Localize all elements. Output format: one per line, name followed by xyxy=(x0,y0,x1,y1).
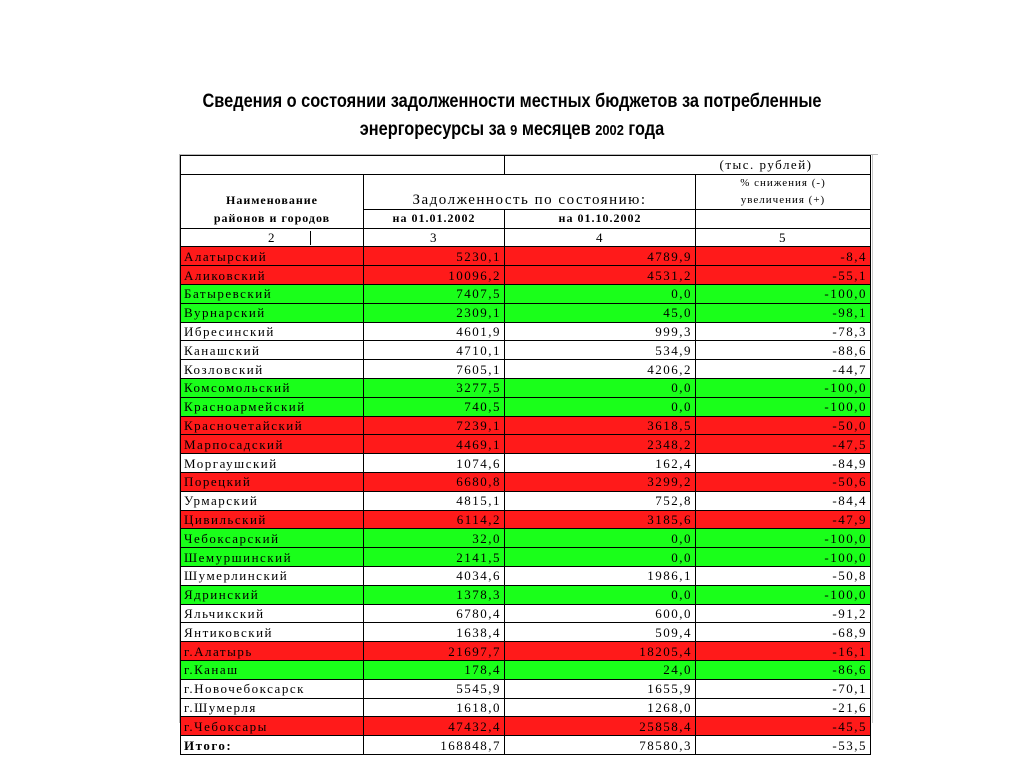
table-row xyxy=(181,472,871,491)
change-percent: -47,9 xyxy=(696,510,871,529)
district-name: г.Канаш xyxy=(181,660,364,679)
change-percent: -21,6 xyxy=(696,698,871,717)
debt-2002-01-01: 5545,9 xyxy=(364,679,505,698)
table-row xyxy=(181,491,871,510)
debt-2002-10-01: 3185,6 xyxy=(505,510,696,529)
debt-2002-10-01: 18205,4 xyxy=(505,642,696,661)
change-percent: -78,3 xyxy=(696,322,871,341)
table-row xyxy=(181,341,871,360)
debt-table xyxy=(180,155,871,755)
index-divider xyxy=(310,231,311,245)
table-row xyxy=(181,698,871,717)
debt-2002-01-01: 1638,4 xyxy=(364,623,505,642)
table-row xyxy=(181,360,871,379)
debt-2002-01-01: 7239,1 xyxy=(364,416,505,435)
district-name: Алатырский xyxy=(181,247,364,266)
debt-2002-10-01: 3299,2 xyxy=(505,472,696,491)
district-name: г.Чебоксары xyxy=(181,717,364,736)
title-part-e: года xyxy=(623,119,665,140)
debt-2002-10-01: 0,0 xyxy=(505,284,696,303)
change-percent: -68,9 xyxy=(696,623,871,642)
district-name: г.Шумерля xyxy=(181,698,364,717)
debt-2002-01-01: 10096,2 xyxy=(364,266,505,285)
table-body xyxy=(181,247,871,736)
table-row xyxy=(181,284,871,303)
page-title xyxy=(72,88,953,145)
total-value-2002-10: 78580,3 xyxy=(505,736,696,755)
debt-2002-01-01: 3277,5 xyxy=(364,378,505,397)
table-row xyxy=(181,303,871,322)
title-part-c: месяцев xyxy=(517,119,596,140)
change-percent: -50,0 xyxy=(696,416,871,435)
change-percent: -100,0 xyxy=(696,378,871,397)
district-name: Порецкий xyxy=(181,472,364,491)
index-col-5: 5 xyxy=(696,228,871,247)
header-blank-cell xyxy=(181,156,505,175)
index-col-4: 4 xyxy=(505,228,696,247)
change-percent: -86,6 xyxy=(696,660,871,679)
table-row xyxy=(181,378,871,397)
district-name: г.Алатырь xyxy=(181,642,364,661)
district-name: Батыревский xyxy=(181,284,364,303)
table-row xyxy=(181,585,871,604)
table-row xyxy=(181,435,871,454)
total-value-2002-01: 168848,7 xyxy=(364,736,505,755)
change-percent: -100,0 xyxy=(696,397,871,416)
debt-2002-01-01: 1074,6 xyxy=(364,454,505,473)
district-name: Марпосадский xyxy=(181,435,364,454)
change-header-blank xyxy=(696,209,871,228)
title-part-b: 9 xyxy=(510,122,518,139)
change-percent: -16,1 xyxy=(696,642,871,661)
change-percent: -84,9 xyxy=(696,454,871,473)
total-label: Итого: xyxy=(181,736,364,755)
change-percent: -91,2 xyxy=(696,604,871,623)
debt-2002-01-01: 21697,7 xyxy=(364,642,505,661)
table-row xyxy=(181,529,871,548)
district-name: Аликовский xyxy=(181,266,364,285)
district-name: Чебоксарский xyxy=(181,529,364,548)
change-percent: -50,8 xyxy=(696,566,871,585)
change-percent: -98,1 xyxy=(696,303,871,322)
change-percent: -47,5 xyxy=(696,435,871,454)
debt-2002-01-01: 740,5 xyxy=(364,397,505,416)
table-row xyxy=(181,548,871,567)
debt-2002-01-01: 2309,1 xyxy=(364,303,505,322)
debt-2002-01-01: 4601,9 xyxy=(364,322,505,341)
debt-2002-01-01: 6114,2 xyxy=(364,510,505,529)
debt-2002-10-01: 3618,5 xyxy=(505,416,696,435)
district-name: Вурнарский xyxy=(181,303,364,322)
debt-2002-10-01: 162,4 xyxy=(505,454,696,473)
table-row xyxy=(181,679,871,698)
debt-2002-01-01: 5230,1 xyxy=(364,247,505,266)
table-row xyxy=(181,642,871,661)
change-percent: -100,0 xyxy=(696,529,871,548)
debt-2002-10-01: 0,0 xyxy=(505,378,696,397)
table-row xyxy=(181,454,871,473)
change-percent: -84,4 xyxy=(696,491,871,510)
debt-2002-01-01: 7605,1 xyxy=(364,360,505,379)
debt-2002-01-01: 32,0 xyxy=(364,529,505,548)
title-line-1: Сведения о состоянии задолженности местных бюджетов за потребленные xyxy=(202,91,822,112)
district-name: Шумерлинский xyxy=(181,566,364,585)
header-name-line-1: Наименование xyxy=(181,174,364,209)
district-name: Ядринский xyxy=(181,585,364,604)
district-name: Шемуршинский xyxy=(181,548,364,567)
date-1-header: на 01.01.2002 xyxy=(364,209,505,228)
title-part-a: энергоресурсы за xyxy=(359,119,511,140)
debt-2002-10-01: 25858,4 xyxy=(505,717,696,736)
district-name: Урмарский xyxy=(181,491,364,510)
district-name: Красноармейский xyxy=(181,397,364,416)
change-percent: -100,0 xyxy=(696,548,871,567)
debt-2002-10-01: 534,9 xyxy=(505,341,696,360)
change-percent: -88,6 xyxy=(696,341,871,360)
debt-2002-01-01: 1618,0 xyxy=(364,698,505,717)
debt-2002-10-01: 0,0 xyxy=(505,548,696,567)
debt-2002-10-01: 0,0 xyxy=(505,529,696,548)
total-change-percent: -53,5 xyxy=(696,736,871,755)
table-row xyxy=(181,397,871,416)
debt-2002-01-01: 4034,6 xyxy=(364,566,505,585)
debt-2002-10-01: 24,0 xyxy=(505,660,696,679)
table-row xyxy=(181,416,871,435)
title-line-2 xyxy=(72,116,953,145)
table-row xyxy=(181,510,871,529)
table-row xyxy=(181,623,871,642)
change-percent: -100,0 xyxy=(696,585,871,604)
table-row xyxy=(181,266,871,285)
debt-2002-01-01: 1378,3 xyxy=(364,585,505,604)
district-name: г.Новочебоксарск xyxy=(181,679,364,698)
table-row xyxy=(181,604,871,623)
table-row xyxy=(181,247,871,266)
district-name: Ибресинский xyxy=(181,322,364,341)
index-col-3: 3 xyxy=(364,228,505,247)
debt-2002-10-01: 999,3 xyxy=(505,322,696,341)
debt-2002-01-01: 4469,1 xyxy=(364,435,505,454)
debt-2002-10-01: 4789,9 xyxy=(505,247,696,266)
debt-2002-10-01: 45,0 xyxy=(505,303,696,322)
district-name: Цивильский xyxy=(181,510,364,529)
district-name: Янтиковский xyxy=(181,623,364,642)
debt-2002-10-01: 4206,2 xyxy=(505,360,696,379)
debt-2002-01-01: 4815,1 xyxy=(364,491,505,510)
debt-2002-10-01: 600,0 xyxy=(505,604,696,623)
index-col-2 xyxy=(181,228,364,247)
table-row xyxy=(181,660,871,679)
debt-2002-01-01: 2141,5 xyxy=(364,548,505,567)
debt-2002-10-01: 2348,2 xyxy=(505,435,696,454)
change-header xyxy=(696,174,871,209)
change-percent: -8,4 xyxy=(696,247,871,266)
district-name: Яльчикский xyxy=(181,604,364,623)
total-row xyxy=(181,736,871,755)
unit-label: (тыс. рублей) xyxy=(505,156,871,175)
change-percent: -100,0 xyxy=(696,284,871,303)
debt-2002-10-01: 1655,9 xyxy=(505,679,696,698)
debt-2002-01-01: 6780,4 xyxy=(364,604,505,623)
district-name: Канашский xyxy=(181,341,364,360)
debt-2002-01-01: 47432,4 xyxy=(364,717,505,736)
change-percent: -70,1 xyxy=(696,679,871,698)
district-name: Моргаушский xyxy=(181,454,364,473)
debt-2002-10-01: 4531,2 xyxy=(505,266,696,285)
change-percent: -44,7 xyxy=(696,360,871,379)
change-percent: -50,6 xyxy=(696,472,871,491)
change-header-line-2: увеличения (+) xyxy=(740,193,826,206)
change-header-line-1: % снижения (-) xyxy=(740,176,826,189)
debt-2002-10-01: 509,4 xyxy=(505,623,696,642)
debt-title: Задолженность по состоянию: xyxy=(364,174,696,209)
table-row xyxy=(181,322,871,341)
debt-2002-10-01: 752,8 xyxy=(505,491,696,510)
debt-2002-10-01: 1986,1 xyxy=(505,566,696,585)
change-percent: -55,1 xyxy=(696,266,871,285)
date-2-header: на 01.10.2002 xyxy=(505,209,696,228)
table-row xyxy=(181,717,871,736)
debt-2002-10-01: 0,0 xyxy=(505,585,696,604)
title-part-d: 2002 xyxy=(595,122,624,139)
debt-2002-10-01: 0,0 xyxy=(505,397,696,416)
debt-2002-01-01: 178,4 xyxy=(364,660,505,679)
district-name: Козловский xyxy=(181,360,364,379)
change-percent: -45,5 xyxy=(696,717,871,736)
district-name: Комсомольский xyxy=(181,378,364,397)
debt-2002-01-01: 4710,1 xyxy=(364,341,505,360)
index-col-2-label: 2 xyxy=(268,229,276,245)
debt-2002-10-01: 1268,0 xyxy=(505,698,696,717)
district-name: Красночетайский xyxy=(181,416,364,435)
debt-2002-01-01: 7407,5 xyxy=(364,284,505,303)
debt-2002-01-01: 6680,8 xyxy=(364,472,505,491)
header-name-line-2: районов и городов xyxy=(181,209,364,228)
table-row xyxy=(181,566,871,585)
